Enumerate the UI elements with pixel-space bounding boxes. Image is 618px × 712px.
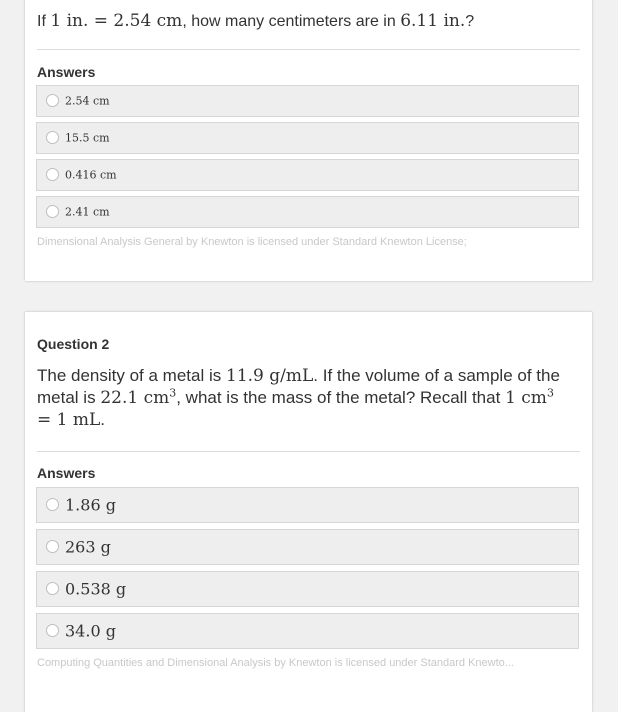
prompt-suffix: ? [465, 13, 475, 30]
volume-number: 22.1 cm [100, 388, 170, 408]
density-value: 11.9 g/mL [226, 366, 314, 386]
recall-left: 1 cm [505, 388, 547, 408]
license-text: Computing Quantities and Dimensional Analysis by Knewton is licensed under Standard Knewto... [37, 657, 514, 669]
answer-label: 0.538 g [65, 579, 127, 599]
question-2-title: Question 2 [37, 336, 110, 352]
prompt-text: The density of a metal is [37, 366, 222, 385]
divider [37, 49, 580, 50]
prompt-math-value: 6.11 in. [400, 11, 466, 31]
license-text: Dimensional Analysis General by Knewton is licensed under Standard Knewton License; [37, 236, 467, 248]
question-2-prompt [37, 365, 567, 431]
answer-label: 34.0 g [65, 621, 116, 641]
prompt-prefix: If [37, 13, 46, 30]
radio-button[interactable] [46, 498, 59, 511]
volume-value [100, 388, 176, 408]
answer-option[interactable] [36, 85, 579, 117]
answer-label: 1.86 g [65, 495, 116, 515]
radio-button[interactable] [46, 624, 59, 637]
answer-option[interactable] [36, 122, 579, 154]
volume-exponent: 3 [169, 386, 177, 400]
prompt-text: , what is the mass of the metal? Recall that [176, 388, 501, 407]
answer-label: 2.41 cm [65, 205, 110, 219]
recall-right: = 1 mL [37, 410, 101, 430]
answer-label: 263 g [65, 537, 111, 557]
answers-heading: Answers [37, 64, 96, 80]
radio-button[interactable] [46, 168, 59, 181]
radio-button[interactable] [46, 131, 59, 144]
prompt-text: . [100, 410, 106, 429]
answer-option[interactable] [36, 159, 579, 191]
question-1-prompt [37, 10, 474, 33]
divider [37, 451, 580, 452]
answer-label: 0.416 cm [65, 168, 117, 182]
prompt-mid: , how many centimeters are in [182, 13, 396, 30]
answer-option[interactable] [36, 613, 579, 649]
answer-option[interactable] [36, 571, 579, 607]
prompt-text: . If the volume of a sample of the metal is [37, 366, 560, 407]
answer-label: 2.54 cm [65, 94, 110, 108]
question-1-card [25, 0, 592, 281]
radio-button[interactable] [46, 94, 59, 107]
question-2-card [25, 312, 592, 712]
radio-button[interactable] [46, 582, 59, 595]
answer-label: 15.5 cm [65, 131, 110, 145]
answer-option[interactable] [36, 487, 579, 523]
answers-heading: Answers [37, 465, 96, 481]
radio-button[interactable] [46, 205, 59, 218]
answer-option[interactable] [36, 196, 579, 228]
answer-option[interactable] [36, 529, 579, 565]
prompt-math-conversion: 1 in. = 2.54 cm [50, 11, 183, 31]
radio-button[interactable] [46, 540, 59, 553]
recall-exponent: 3 [546, 386, 554, 400]
